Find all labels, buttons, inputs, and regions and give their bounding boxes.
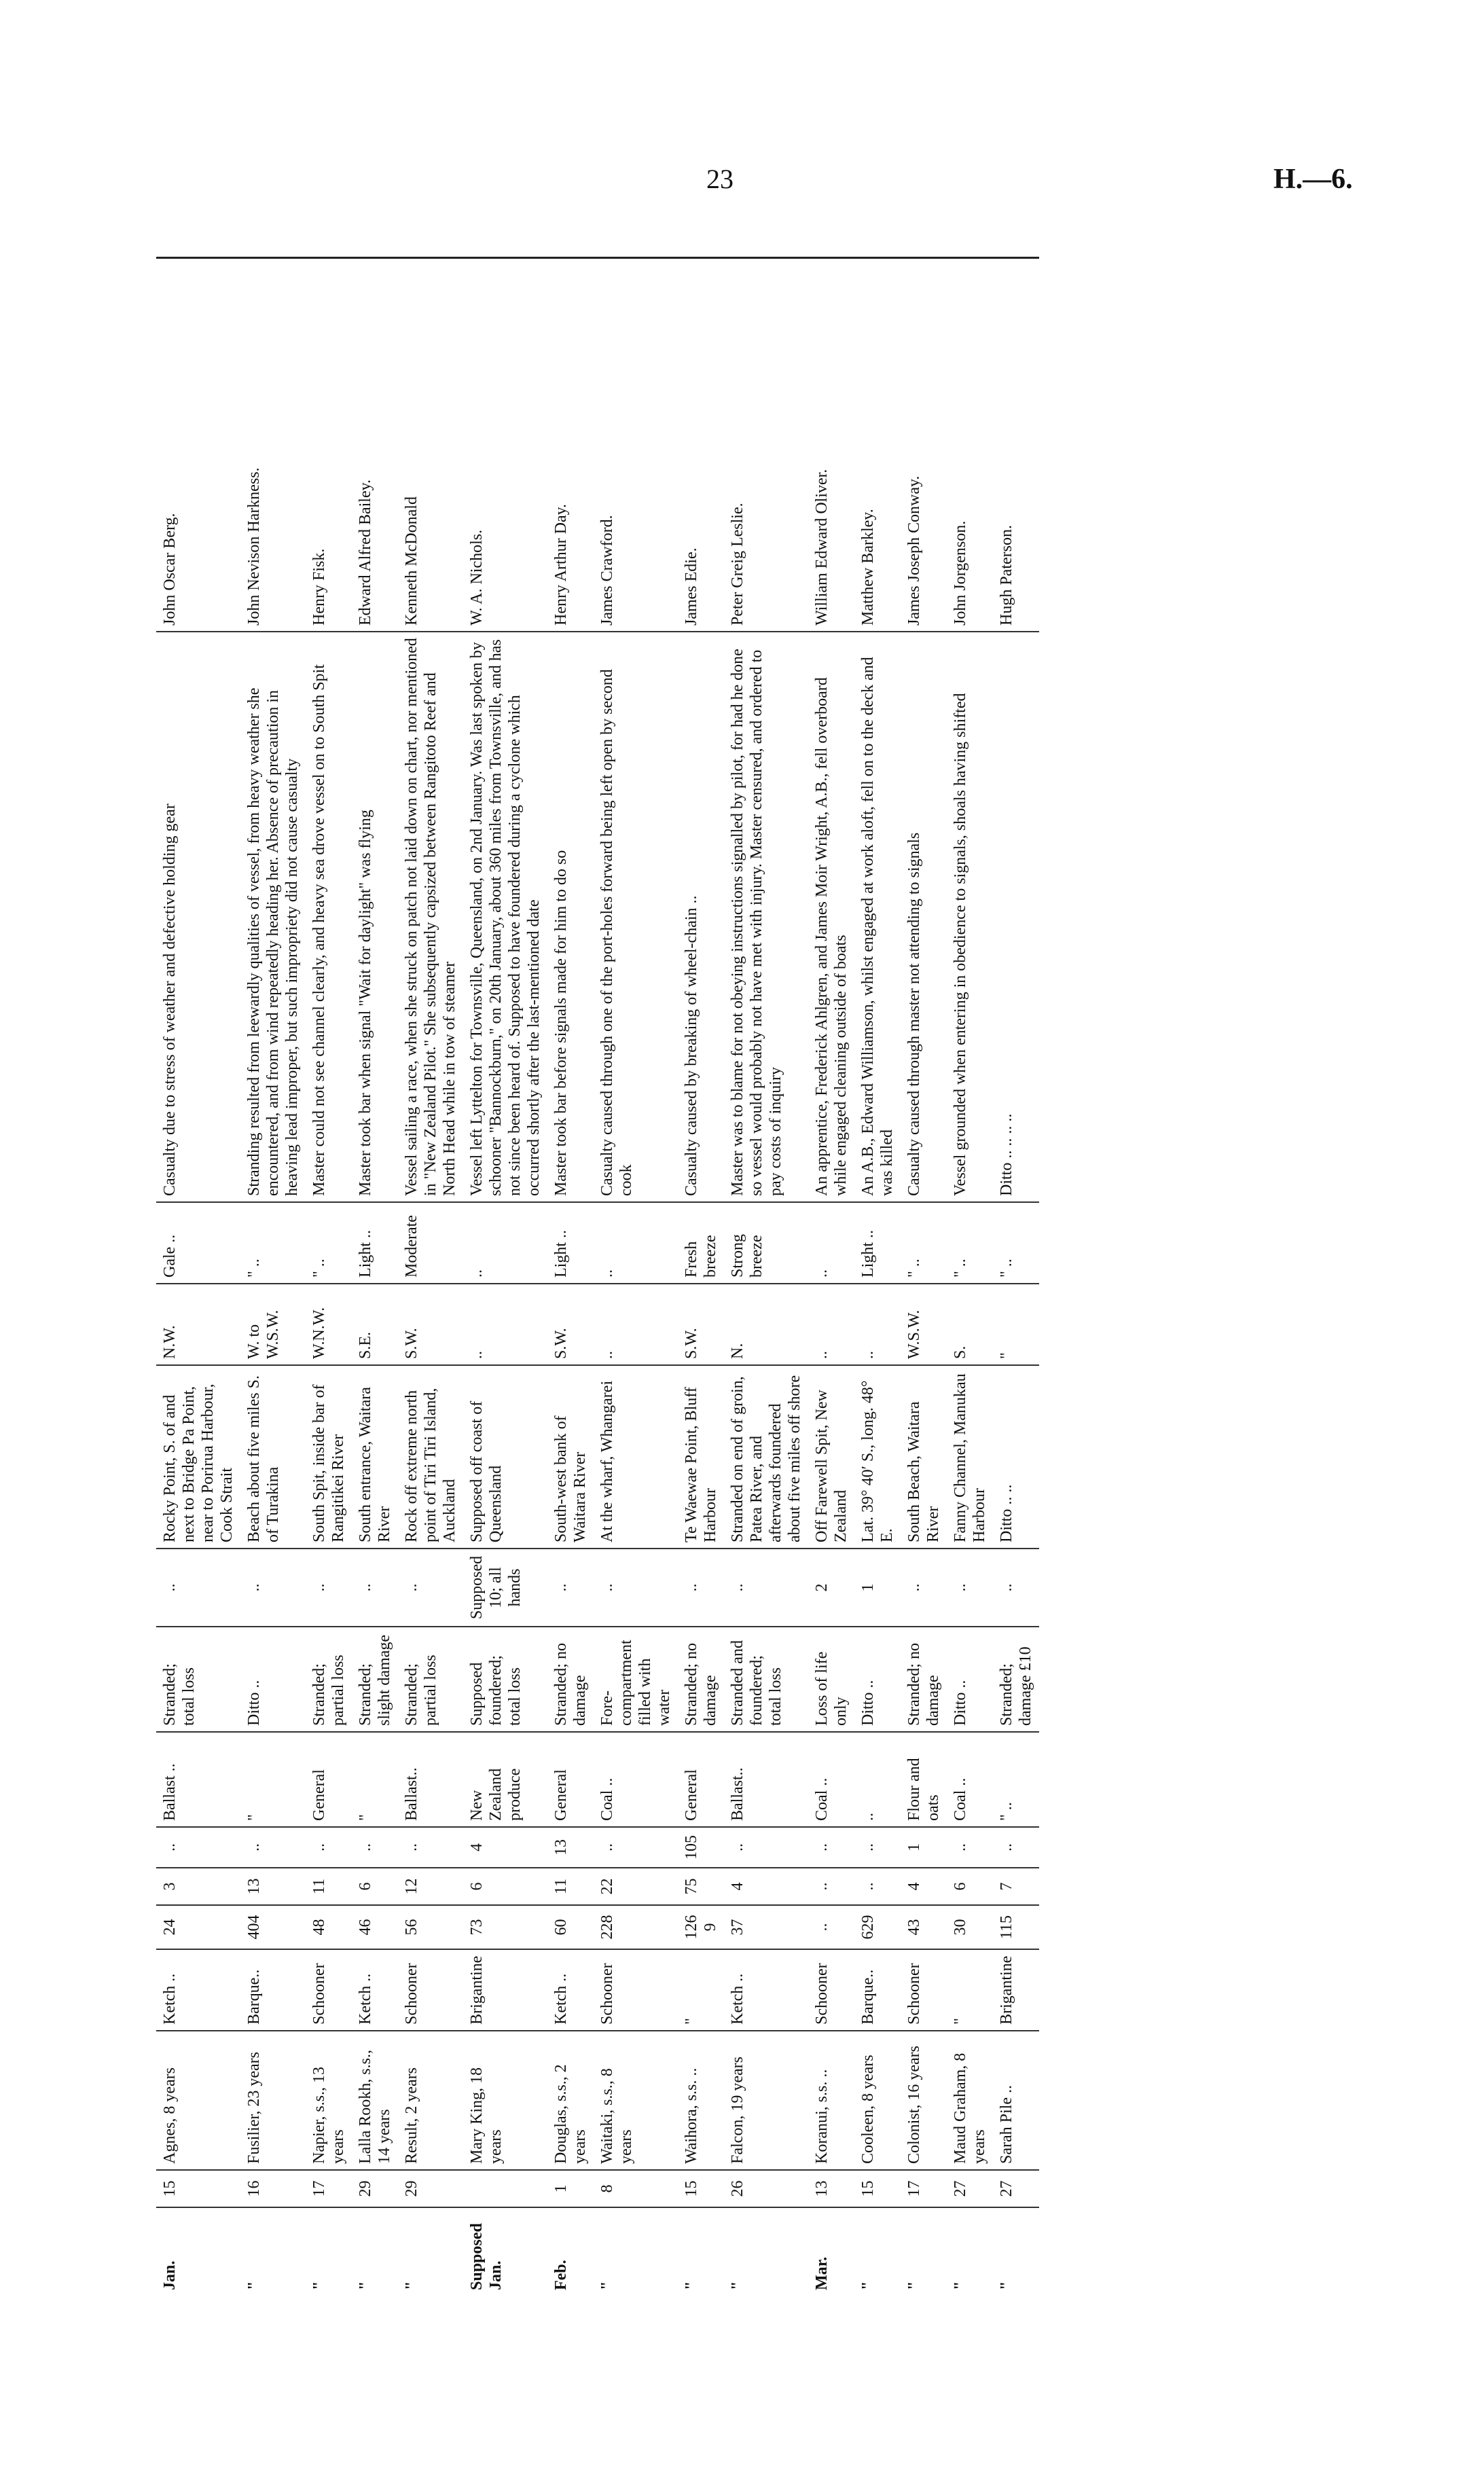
cause-cell: Casualty caused by breaking of wheel-chain .. — [678, 632, 724, 1202]
table-row — [547, 258, 594, 2296]
vessel-cell: Falcon, 19 years — [724, 2031, 808, 2170]
cargo-cell: Ballast.. — [398, 1732, 463, 1827]
wind-force-cell: Moderate — [398, 1202, 463, 1284]
wind-force-cell: Light .. — [352, 1202, 398, 1284]
wind-force-cell: .. — [594, 1202, 678, 1284]
cargo-cell: General — [306, 1732, 352, 1827]
passengers-cell: .. — [594, 1827, 678, 1868]
cargo-cell: " — [352, 1732, 398, 1827]
wind-force-cell: Fresh breeze — [678, 1202, 724, 1284]
vessel-cell: Lalla Rookh, s.s., 14 years — [352, 2031, 398, 2170]
crew-cell: 6 — [947, 1868, 993, 1905]
wind-force-cell: Light .. — [854, 1202, 901, 1284]
rig-cell: Schooner — [398, 1949, 463, 2031]
lives-lost-cell: .. — [240, 1549, 306, 1627]
master-cell: John Jorgenson. — [947, 258, 993, 632]
month-cell: " — [598, 2281, 616, 2290]
place-cell: South Spit, inside bar of Rangitikei River — [306, 1365, 352, 1549]
cargo-cell: Coal .. — [808, 1732, 854, 1827]
day-cell: 15 — [156, 2170, 240, 2207]
vessel-cell: Mary King, 18 years — [463, 2031, 547, 2170]
rig-cell: " — [947, 1949, 993, 2031]
rig-cell: Ketch .. — [352, 1949, 398, 2031]
table-row — [352, 258, 398, 2296]
master-cell: Edward Alfred Bailey. — [352, 258, 398, 632]
wind-direction-cell: .. — [808, 1284, 854, 1365]
place-cell: Off Farewell Spit, New Zealand — [808, 1365, 854, 1549]
cargo-cell: Coal .. — [594, 1732, 678, 1827]
day-cell: 15 — [854, 2170, 901, 2207]
wind-direction-cell: S. — [947, 1284, 993, 1365]
tonnage-cell: 24 — [156, 1905, 240, 1949]
passengers-cell: .. — [398, 1827, 463, 1868]
wind-force-cell: " .. — [240, 1202, 306, 1284]
crew-cell: 4 — [724, 1868, 808, 1905]
tonnage-cell: 48 — [306, 1905, 352, 1949]
cause-cell: An A.B., Edward Williamson, whilst engaged at work aloft, fell on to the deck and was killed — [854, 632, 901, 1202]
table-row — [808, 258, 854, 2296]
passengers-cell: 105 — [678, 1827, 724, 1868]
wind-direction-cell: W.N.W. — [306, 1284, 352, 1365]
cause-cell: Vessel grounded when entering in obedience to signals, shoals having shifted — [947, 632, 993, 1202]
passengers-cell: 13 — [547, 1827, 594, 1868]
month-cell: " — [683, 2281, 700, 2290]
cause-cell: Casualty due to stress of weather and defective holding gear — [156, 632, 240, 1202]
lives-lost-cell: .. — [724, 1549, 808, 1627]
day-cell: 29 — [398, 2170, 463, 2207]
passengers-cell: .. — [854, 1827, 901, 1868]
master-cell: Henry Fisk. — [306, 258, 352, 632]
cause-cell: Master took bar when signal "Wait for daylight" was flying — [352, 632, 398, 1202]
table-row — [463, 258, 547, 2296]
passengers-cell: .. — [724, 1827, 808, 1868]
cargo-cell: " — [240, 1732, 306, 1827]
cause-cell: Vessel sailing a race, when she struck on patch not laid down on chart, nor mentioned in "New Zealand Pilot." She subsequently capsized between Rangitoto Reef and North Head while in tow of steamer — [398, 632, 463, 1202]
wind-force-cell: " .. — [947, 1202, 993, 1284]
wind-direction-cell: W.S.W. — [901, 1284, 947, 1365]
master-cell: William Edward Oliver. — [808, 258, 854, 632]
place-cell: Stranded on end of groin, Patea River, and afterwards foundered about five miles off shore — [724, 1365, 808, 1549]
day-cell: 8 — [594, 2170, 678, 2207]
month-cell: Feb. — [552, 2260, 570, 2290]
master-cell: John Oscar Berg. — [156, 258, 240, 632]
month-cell: " — [310, 2281, 328, 2290]
table-row — [240, 258, 306, 2296]
table-row — [993, 258, 1039, 2296]
crew-cell: 11 — [306, 1868, 352, 1905]
wind-force-cell: " .. — [306, 1202, 352, 1284]
rig-cell: " — [678, 1949, 724, 2031]
table-row — [594, 258, 678, 2296]
rig-cell: Ketch .. — [724, 1949, 808, 2031]
month-cell: " — [403, 2281, 420, 2290]
wind-direction-cell: W. to W.S.W. — [240, 1284, 306, 1365]
wind-direction-cell: S.W. — [678, 1284, 724, 1365]
place-cell: South-west bank of Waitara River — [547, 1365, 594, 1549]
cause-cell: Master took bar before signals made for him to do so — [547, 632, 594, 1202]
master-cell: James Joseph Conway. — [901, 258, 947, 632]
wind-direction-cell: " — [993, 1284, 1039, 1365]
vessel-cell: Koranui, s.s. .. — [808, 2031, 854, 2170]
tonnage-cell: 1269 — [678, 1905, 724, 1949]
table-row — [901, 258, 947, 2296]
cause-cell: Master was to blame for not obeying instructions signalled by pilot, for had he done so vessel would probably not have met with injury. Master censured, and ordered to pay costs of inquiry — [724, 632, 808, 1202]
place-cell: Rocky Point, S. of and next to Bridge Pa Point, near to Porirua Harbour, Cook Strait — [156, 1365, 240, 1549]
vessel-cell: Result, 2 years — [398, 2031, 463, 2170]
table-row — [156, 258, 240, 2296]
lives-lost-cell: .. — [306, 1549, 352, 1627]
wind-direction-cell: S.W. — [398, 1284, 463, 1365]
day-cell: 27 — [993, 2170, 1039, 2207]
master-cell: James Crawford. — [594, 258, 678, 632]
wind-force-cell: Gale .. — [156, 1202, 240, 1284]
passengers-cell: 4 — [463, 1827, 547, 1868]
nature-of-casualty-cell: Stranded; damage £10 — [993, 1627, 1039, 1732]
passengers-cell: .. — [306, 1827, 352, 1868]
master-cell: James Edie. — [678, 258, 724, 632]
tonnage-cell: 30 — [947, 1905, 993, 1949]
month-cell: " — [245, 2281, 263, 2290]
vessel-cell: Colonist, 16 years — [901, 2031, 947, 2170]
wind-direction-cell: .. — [594, 1284, 678, 1365]
nature-of-casualty-cell: Stranded and foundered; total loss — [724, 1627, 808, 1732]
month-cell: " — [998, 2281, 1015, 2290]
document-reference: H.—6. — [1273, 164, 1353, 195]
lives-lost-cell: .. — [156, 1549, 240, 1627]
tonnage-cell: 629 — [854, 1905, 901, 1949]
lives-lost-cell: Supposed 10; all hands — [463, 1549, 547, 1627]
vessel-cell: Cooleen, 8 years — [854, 2031, 901, 2170]
cause-cell: Vessel left Lyttelton for Townsville, Queensland, on 2nd January. Was last spoken by schooner "Bannockburn," on 20th January, about 360 miles from Townsville, and has not since been heard of. Supposed to have foundered during a cyclone which occurred shortly after the last-mentioned date — [463, 632, 547, 1202]
vessel-cell: Fusilier, 23 years — [240, 2031, 306, 2170]
master-cell: Peter Greig Leslie. — [724, 258, 808, 632]
cause-cell: Casualty caused through one of the port-holes forward being left open by second cook — [594, 632, 678, 1202]
wind-force-cell: Strong breeze — [724, 1202, 808, 1284]
nature-of-casualty-cell: Stranded; partial loss — [306, 1627, 352, 1732]
master-cell: Kenneth McDonald — [398, 258, 463, 632]
wind-force-cell: .. — [808, 1202, 854, 1284]
lives-lost-cell: .. — [398, 1549, 463, 1627]
wind-direction-cell: N. — [724, 1284, 808, 1365]
day-cell — [463, 2170, 547, 2207]
rig-cell: Schooner — [306, 1949, 352, 2031]
place-cell: Beach about five miles S. of Turakina — [240, 1365, 306, 1549]
nature-of-casualty-cell: Fore-compartment filled with water — [594, 1627, 678, 1732]
lives-lost-cell: .. — [901, 1549, 947, 1627]
tonnage-cell: .. — [808, 1905, 854, 1949]
nature-of-casualty-cell: Stranded; no damage — [678, 1627, 724, 1732]
tonnage-cell: 228 — [594, 1905, 678, 1949]
rig-cell: Schooner — [901, 1949, 947, 2031]
place-cell: Rock off extreme north point of Tiri Tiri Island, Auckland — [398, 1365, 463, 1549]
month-cell: " — [952, 2281, 969, 2290]
rig-cell: Brigantine — [463, 1949, 547, 2031]
cause-cell: An apprentice, Frederick Ahlgren, and James Moir Wright, A.B., fell overboard while engaged cleaning outside of boats — [808, 632, 854, 1202]
wind-force-cell: .. — [463, 1202, 547, 1284]
wind-direction-cell: .. — [854, 1284, 901, 1365]
crew-cell: 75 — [678, 1868, 724, 1905]
rig-cell: Brigantine — [993, 1949, 1039, 2031]
rig-cell: Ketch .. — [547, 1949, 594, 2031]
passengers-cell: .. — [156, 1827, 240, 1868]
cargo-cell: " .. — [993, 1732, 1039, 1827]
nature-of-casualty-cell: Ditto .. — [947, 1627, 993, 1732]
lives-lost-cell: .. — [352, 1549, 398, 1627]
month-cell: Supposed Jan. — [468, 2223, 505, 2290]
cargo-cell: General — [678, 1732, 724, 1827]
table-row — [947, 258, 993, 2296]
rig-cell: Schooner — [594, 1949, 678, 2031]
lives-lost-cell: 2 — [808, 1549, 854, 1627]
table-row — [678, 258, 724, 2296]
master-cell: Henry Arthur Day. — [547, 258, 594, 632]
day-cell: 27 — [947, 2170, 993, 2207]
nature-of-casualty-cell: Stranded; partial loss — [398, 1627, 463, 1732]
wind-force-cell: Light .. — [547, 1202, 594, 1284]
tonnage-cell: 73 — [463, 1905, 547, 1949]
cargo-cell: New Zealand produce — [463, 1732, 547, 1827]
passengers-cell: 1 — [901, 1827, 947, 1868]
rotated-casualty-table — [156, 258, 1284, 2296]
nature-of-casualty-cell: Stranded; no damage — [547, 1627, 594, 1732]
day-cell: 16 — [240, 2170, 306, 2207]
tonnage-cell: 115 — [993, 1905, 1039, 1949]
cargo-cell: Ballast .. — [156, 1732, 240, 1827]
wind-direction-cell: S.E. — [352, 1284, 398, 1365]
day-cell: 17 — [306, 2170, 352, 2207]
cargo-cell: .. — [854, 1732, 901, 1827]
month-cell: " — [905, 2281, 923, 2290]
month-cell: Mar. — [813, 2256, 831, 2290]
lives-lost-cell: .. — [547, 1549, 594, 1627]
place-cell: South entrance, Waitara River — [352, 1365, 398, 1549]
vessel-cell: Maud Graham, 8 years — [947, 2031, 993, 2170]
passengers-cell: .. — [240, 1827, 306, 1868]
vessel-cell: Sarah Pile .. — [993, 2031, 1039, 2170]
cause-cell: Stranding resulted from leewardly qualities of vessel, from heavy weather she encountered, and from wind repeatedly heading her. Absence of precaution in heaving lead improper, but such impropriety did not cause casualty — [240, 632, 306, 1202]
crew-cell: 7 — [993, 1868, 1039, 1905]
day-cell: 29 — [352, 2170, 398, 2207]
wind-direction-cell: N.W. — [156, 1284, 240, 1365]
casualty-table — [156, 257, 1039, 2296]
crew-cell: 4 — [901, 1868, 947, 1905]
lives-lost-cell: .. — [947, 1549, 993, 1627]
month-cell: " — [729, 2281, 746, 2290]
month-cell: Jan. — [161, 2260, 179, 2290]
lives-lost-cell: .. — [993, 1549, 1039, 1627]
cause-cell: Casualty caused through master not attending to signals — [901, 632, 947, 1202]
tonnage-cell: 56 — [398, 1905, 463, 1949]
nature-of-casualty-cell: Stranded; total loss — [156, 1627, 240, 1732]
vessel-cell: Waihora, s.s. .. — [678, 2031, 724, 2170]
cause-cell: Ditto .. .. .. .. — [993, 632, 1039, 1202]
day-cell: 17 — [901, 2170, 947, 2207]
rig-cell: Barque.. — [240, 1949, 306, 2031]
nature-of-casualty-cell: Loss of life only — [808, 1627, 854, 1732]
tonnage-cell: 43 — [901, 1905, 947, 1949]
tonnage-cell: 46 — [352, 1905, 398, 1949]
lives-lost-cell: .. — [678, 1549, 724, 1627]
place-cell: At the wharf, Whangarei — [594, 1365, 678, 1549]
cause-cell: Master could not see channel clearly, and heavy sea drove vessel on to South Spit — [306, 632, 352, 1202]
passengers-cell: .. — [352, 1827, 398, 1868]
place-cell: South Beach, Waitara River — [901, 1365, 947, 1549]
table-row — [398, 258, 463, 2296]
place-cell: Supposed off coast of Queensland — [463, 1365, 547, 1549]
wind-force-cell: " .. — [901, 1202, 947, 1284]
nature-of-casualty-cell: Ditto .. — [854, 1627, 901, 1732]
lives-lost-cell: 1 — [854, 1549, 901, 1627]
crew-cell: 12 — [398, 1868, 463, 1905]
crew-cell: 3 — [156, 1868, 240, 1905]
nature-of-casualty-cell: Ditto .. — [240, 1627, 306, 1732]
cargo-cell: Ballast.. — [724, 1732, 808, 1827]
wind-direction-cell: S.W. — [547, 1284, 594, 1365]
rig-cell: Schooner — [808, 1949, 854, 2031]
lives-lost-cell: .. — [594, 1549, 678, 1627]
crew-cell: 6 — [463, 1868, 547, 1905]
rig-cell: Barque.. — [854, 1949, 901, 2031]
vessel-cell: Waitaki, s.s., 8 years — [594, 2031, 678, 2170]
tonnage-cell: 37 — [724, 1905, 808, 1949]
cargo-cell: Coal .. — [947, 1732, 993, 1827]
crew-cell: .. — [854, 1868, 901, 1905]
table-row — [724, 258, 808, 2296]
tonnage-cell: 404 — [240, 1905, 306, 1949]
table-row — [854, 258, 901, 2296]
crew-cell: .. — [808, 1868, 854, 1905]
nature-of-casualty-cell: Stranded; slight damage — [352, 1627, 398, 1732]
nature-of-casualty-cell: Stranded; no damage — [901, 1627, 947, 1732]
day-cell: 13 — [808, 2170, 854, 2207]
vessel-cell: Douglas, s.s., 2 years — [547, 2031, 594, 2170]
rig-cell: Ketch .. — [156, 1949, 240, 2031]
place-cell: Lat. 39° 40′ S., long. 48° E. — [854, 1365, 901, 1549]
month-cell: " — [859, 2281, 877, 2290]
month-cell: " — [357, 2281, 374, 2290]
passengers-cell: .. — [808, 1827, 854, 1868]
wind-force-cell: " .. — [993, 1202, 1039, 1284]
place-cell: Fanny Channel, Manukau Harbour — [947, 1365, 993, 1549]
master-cell: Hugh Paterson. — [993, 258, 1039, 632]
crew-cell: 11 — [547, 1868, 594, 1905]
table-row — [306, 258, 352, 2296]
day-cell: 1 — [547, 2170, 594, 2207]
vessel-cell: Agnes, 8 years — [156, 2031, 240, 2170]
master-cell: W. A. Nichols. — [463, 258, 547, 632]
wind-direction-cell: .. — [463, 1284, 547, 1365]
vessel-cell: Napier, s.s., 13 years — [306, 2031, 352, 2170]
page-number: 23 — [706, 164, 734, 194]
day-cell: 15 — [678, 2170, 724, 2207]
cargo-cell: General — [547, 1732, 594, 1827]
crew-cell: 22 — [594, 1868, 678, 1905]
master-cell: Matthew Barkley. — [854, 258, 901, 632]
day-cell: 26 — [724, 2170, 808, 2207]
place-cell: Te Waewae Point, Bluff Harbour — [678, 1365, 724, 1549]
tonnage-cell: 60 — [547, 1905, 594, 1949]
casualty-table-body — [156, 258, 1039, 2296]
nature-of-casualty-cell: Supposed foundered; total loss — [463, 1627, 547, 1732]
place-cell: Ditto .. .. — [993, 1365, 1039, 1549]
master-cell: John Nevison Harkness. — [240, 258, 306, 632]
crew-cell: 13 — [240, 1868, 306, 1905]
passengers-cell: .. — [993, 1827, 1039, 1868]
crew-cell: 6 — [352, 1868, 398, 1905]
passengers-cell: .. — [947, 1827, 993, 1868]
cargo-cell: Flour and oats — [901, 1732, 947, 1827]
